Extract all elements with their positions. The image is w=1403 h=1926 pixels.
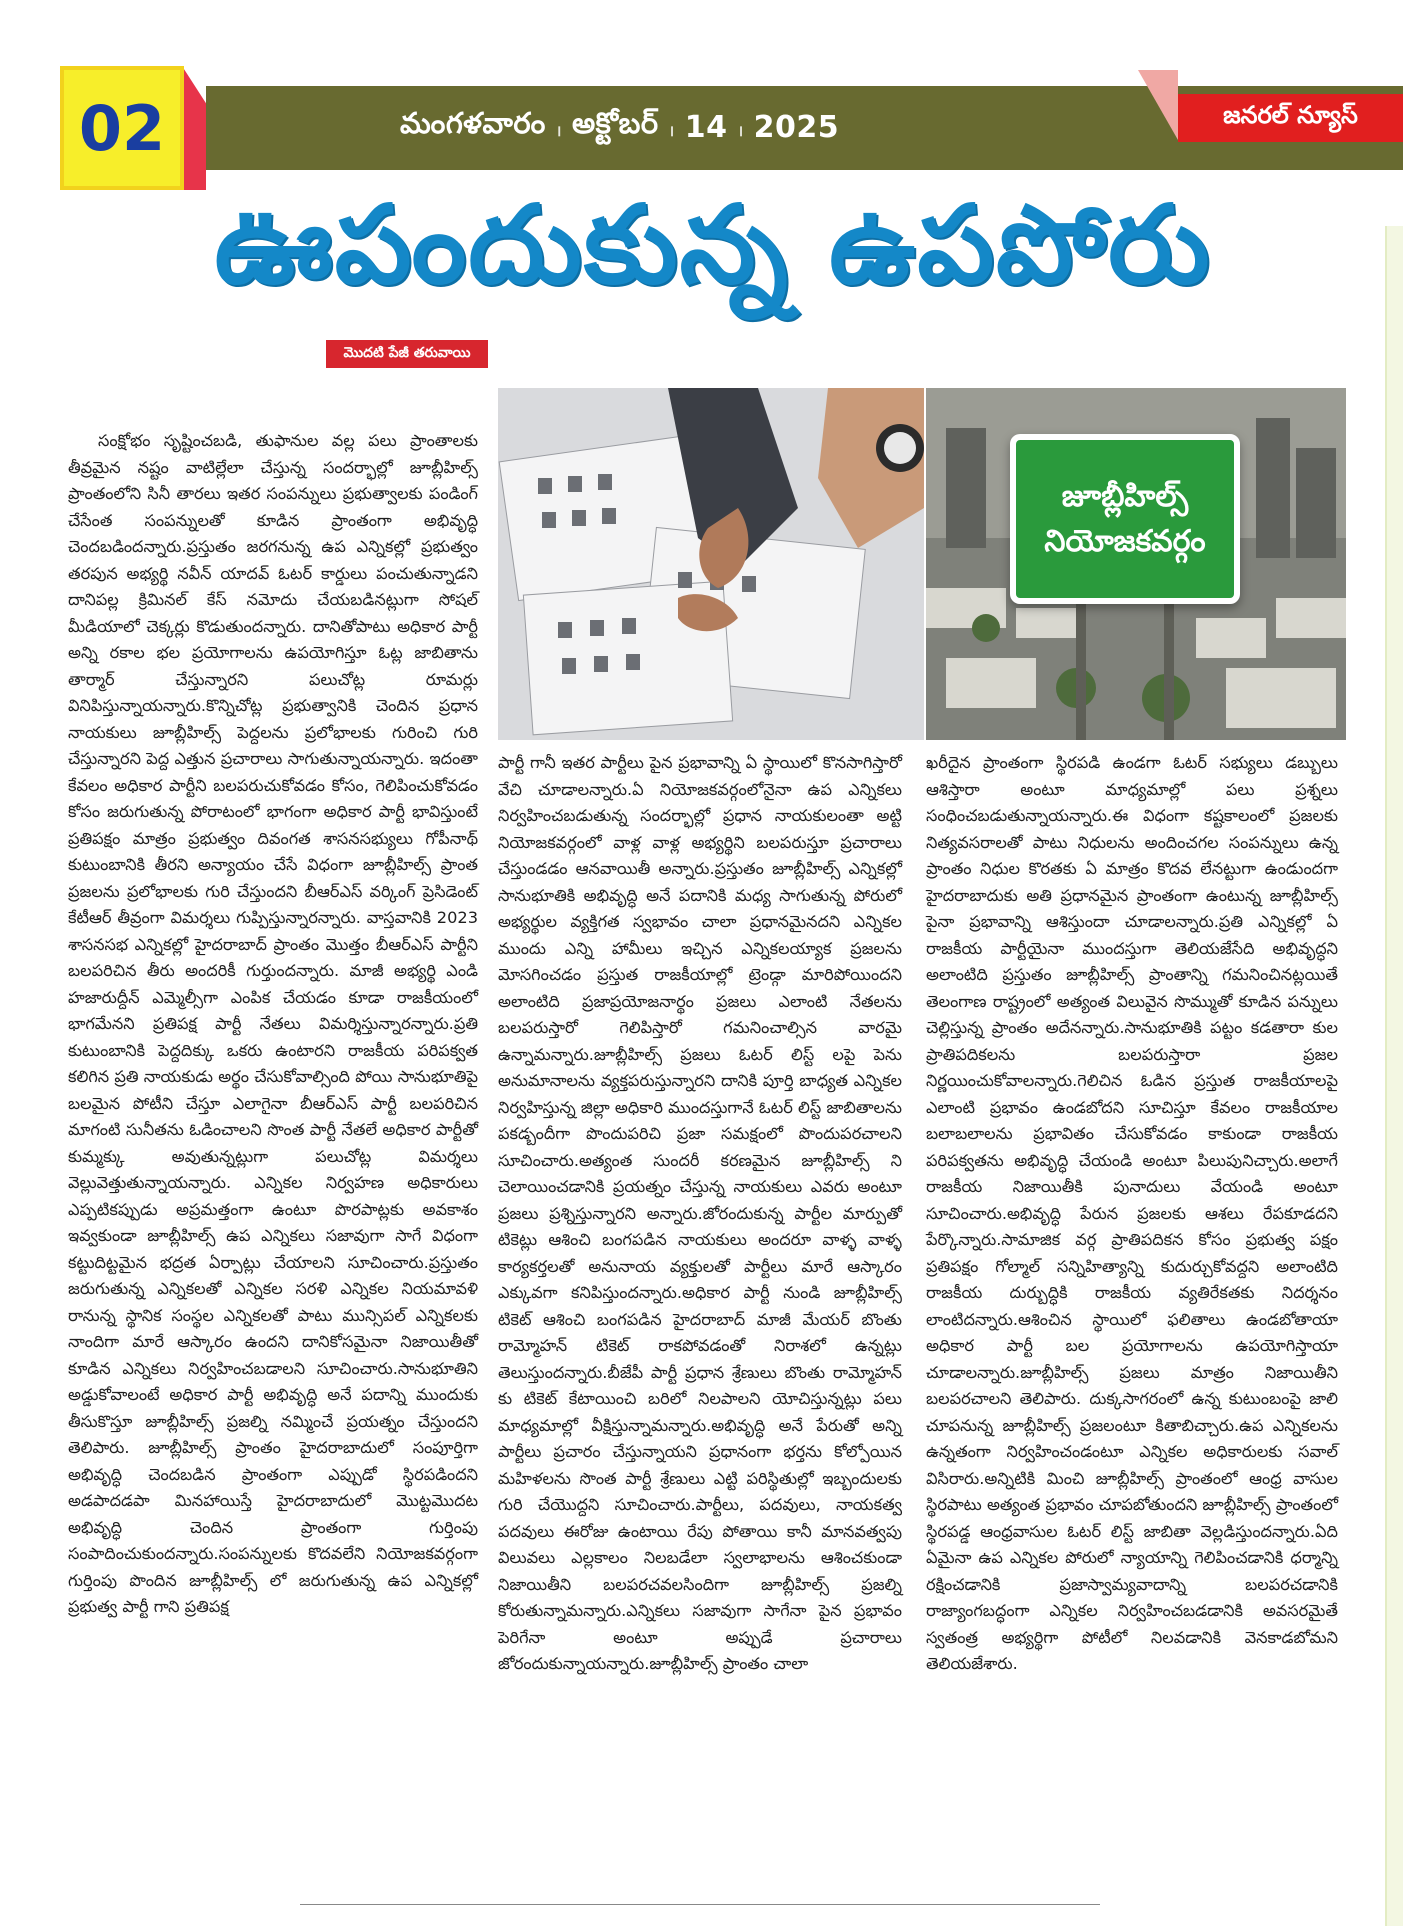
- voter-list-illustration: [498, 388, 924, 740]
- header-year: 2025: [753, 109, 840, 145]
- article-column-3: [926, 750, 1338, 1678]
- page-badge-tab: [182, 66, 206, 190]
- page-number-badge: 02: [60, 66, 184, 190]
- sign-line-2: నియోజకవర్గం: [1044, 524, 1206, 559]
- column-3-text: ఖరీదైన ప్రాంతంగా స్థిరపడి ఉండగా ఓటర్ సభ్యులు డబ్బులు ఆశిస్తారా అంటూ మాధ్యమాల్లో పలు ప్రశ్నలు సంధించబడుతున్నాయన్నారు.ఈ విధంగా కష్టకాలంలో ప్రజలకు నిత్యవసరాలతో పాటు నిధులను అందించగల సంపన్నులు ఉన్న ప్రాంతం నిధుల కొరతకు ఏ మాత్రం కొదవ లేనట్టుగా ఉండుందగా హైదరాబాదుకు అతి ప్రధానమైన ప్రాంతంగా ఉంటున్న జూబ్లీహిల్స్ పైనా ప్రభావాన్ని ఆశిస్తుందా చూడాలన్నారు.ప్రతి ఎన్నికల్లో ఏ రాజకీయ పార్టీయైనా ముందస్తుగా తెలియజేసేది అభివృద్ధని అలాంటిది ప్రస్తుతం జూబ్లీహిల్స్ ప్రాంతాన్ని గమనించినట్లయితే తెలంగాణ రాష్ట్రంలో అత్యంత విలువైన సొమ్ముతో కూడిన పన్నులు చెల్లిస్తున్న ప్రాంతం అదేనన్నారు.సానుభూతికి పట్టం కడతారా కుల ప్రాతిపదికలను బలపరుస్తారా ప్రజల నిర్ణయించుకోవాలన్నారు.గెలిచిన ఓడిన ప్రస్తుత రాజకీయాలపై ఎలాంటి ప్రభావం ఉండబోదని సూచిస్తూ కేవలం రాజకీయాల బలాబలాలను ప్రభావితం చేసుకోవడం కాకుండా రాజకీయ పరిపక్వతను అభివృద్ధి చేయండి అంటూ పిలుపునిచ్చారు.అలాగే రాజకీయ నిజాయితీకి పునాదులు వేయండి అంటూ సూచించారు.అభివృద్ధి పేరున ప్రజలకు ఆశలు రేపకూడదని పేర్కొన్నారు.సామాజిక వర్గ ప్రాతిపదికన కోసం ప్రభుత్వ పక్షం ప్రతిపక్షం గోల్మాల్ సన్నిహిత్యాన్ని కుదుర్చుకోవద్దని అలాంటిది రాజకీయ దుర్బుద్ధికి రాజకీయ వ్యతిరేకతకు నిదర్శనం లాంటిదన్నారు.ఆశించిన స్థాయిలో ఫలితాలు ఉండబోతాయా అధికార పార్టీ బల ప్రయోగాలను ఉపయోగిస్తాయా చూడాలన్నారు.జూబ్లీహిల్స్ ప్రజలు మాత్రం నిజాయితీని బలపరచాలని తెలిపారు. దుక్కసాగరంలో ఉన్న కుటుంబంపై జాలి చూపనున్న జూబ్లీహిల్స్ ప్రజలంటూ కితాబిచ్చారు.ఉప ఎన్నికలను ఉన్నతంగా నిర్వహించండంటూ ఎన్నికల అధికారులకు సవాల్ విసిరారు.అన్నిటికి మించి జూబ్లీహిల్స్ ప్రాంతంలో ఆంధ్ర వాసుల స్థిరపాటు అత్యంత ప్రభావం చూపబోతుందని జూబ్లీహిల్స్ ప్రాంతంలో స్థిరపడ్డ ఆంధ్రవాసుల ఓటర్ లిస్ట్ జాబితా వెల్లడిస్తుందన్నారు.ఏది ఏమైనా ఉప ఎన్నికల పోరులో న్యాయాన్ని గెలిపించడానికి ధర్మాన్ని రక్షించడానికి ప్రజాస్వామ్యవాదాన్ని బలపరచడానికి రాజ్యాంగబద్ధంగా ఎన్నికల నిర్వహించబడడానికి అవసరమైతే స్వతంత్ర అభ్యర్థిగా పోటీలో నిలవడానికి వెనకాడబోమని తెలియజేశారు.: [926, 753, 1338, 1673]
- column-2-text: పార్టీ గానీ ఇతర పార్టీలు పైన ప్రభావాన్ని ఏ స్థాయిలో కొనసాగిస్తారో వేచి చూడాలన్నారు.ఏ నియోజకవర్గంలోనైనా ఉప ఎన్నికలు నిర్వహించబడుతున్న సందర్భాల్లో ప్రధాన నాయకులంతా అట్టి నియోజకవర్గంలో వాళ్ల వాళ్ల అభ్యర్థిని బలపరుస్తూ ప్రచారాలు చేస్తుండడం ఆనవాయితీ అన్నారు.ప్రస్తుతం జూబ్లీహిల్స్ ఎన్నికల్లో సానుభూతికి అభివృద్ధి అనే పదానికి మధ్య సాగుతున్న పోరులో అభ్యర్థుల వ్యక్తిగత స్వభావం చాలా ప్రధానమైనదని ఎన్నికల ముందు ఎన్ని హామీలు ఇచ్చిన ఎన్నికలయ్యాక ప్రజలను మోసగించడం ప్రస్తుత రాజకీయాల్లో ట్రెండ్గా మారిపోయిందని అలాంటిది ప్రజాప్రయోజనార్థం ప్రజలు ఎలాంటి నేతలను బలపరుస్తారో గెలిపిస్తారో గమనించాల్సిన వారమై ఉన్నామన్నారు.జూబ్లీహిల్స్ ప్రజలు ఓటర్ లిస్ట్ లపై పెను అనుమానాలను వ్యక్తపరుస్తున్నారని దానికి పూర్తి బాధ్యత ఎన్నికల నిర్వహిస్తున్న జిల్లా అధికారి ముందస్తుగానే ఓటర్ లిస్ట్ జాబితాలను పకడ్బందీగా పొందుపరిచి ప్రజా సమక్షంలో పొందుపరచాలని సూచించారు.అత్యంత సుందరీ కరణమైన జూబ్లీహిల్స్ ని చెలాయించడానికి ప్రయత్నం చేస్తున్న నాయకులు ఎవరు అంటూ ప్రజలు ప్రశ్నిస్తున్నారని అన్నారు.జోరందుకున్న పార్టీల మార్పుతో టికెట్లు ఆశించి బంగపడిన నాయకులు అందరూ వాళ్ళ వాళ్ళ కార్యకర్తలతో అనునాయ వ్యక్తులతో పార్టీలు మారే ఆస్కారం ఎక్కువగా కనిపిస్తుందన్నారు.అధికార పార్టీ నుండి జూబ్లీహిల్స్ టికెట్ ఆశించి బంగపడిన హైదరాబాద్ మాజీ మేయర్ బొంతు రామ్మోహన్ టికెట్ రాకపోవడంతో నిరాశలో ఉన్నట్లు తెలుస్తుందన్నారు.బీజేపీ పార్టీ ప్రధాన శ్రేణులు బొంతు రామ్మోహన్ కు టికెట్ కేటాయించి బరిలో నిలపాలని యోచిస్తున్నట్లు పలు మాధ్యమాల్లో వీక్షిస్తున్నామన్నారు.అభివృద్ధి అనే పేరుతో అన్ని పార్టీలు ప్రచారం చేస్తున్నాయని ప్రధానంగా భర్తను కోల్పోయిన మహిళలను సొంత పార్టీ శ్రేణులు ఎట్టి పరిస్థితుల్లో ఇబ్బందులకు గురి చేయొద్దని సూచించారు.పార్టీలు, పదవులు, నాయకత్వ పదవులు ఈరోజు ఉంటాయి రేపు పోతాయి కానీ మానవత్వపు విలువలు ఎల్లకాలం నిలబడేలా స్వలాభాలను ఆశించకుండా నిజాయితీని బలపరచవలసిందిగా జూబ్లీహిల్స్ ప్రజల్ని కోరుతున్నామన్నారు.ఎన్నికలు సజావుగా సాగేనా పైన ప్రభావం పెరిగేనా అంటూ అప్పుడే ప్రచారాలు జోరందుకున్నాయన్నారు.జూబ్లీహిల్స్ ప్రాంతం చాలా: [498, 753, 902, 1673]
- header-separator: ।: [668, 122, 675, 140]
- sign-line-1: జూబ్లీహిల్స్: [1061, 479, 1189, 514]
- column-1-text: సంక్షోభం సృష్టించబడి, తుఫానుల వల్ల పలు ప్రాంతాలకు తీవ్రమైన నష్టం వాటిల్లేలా చేస్తున్న సందర్భాల్లో జూబ్లీహిల్స్ ప్రాంతంలోని సినీ తారలు ఇతర సంపన్నులు ప్రభుత్వాలకు పండింగ్ చేసేంత సంపన్నులతో కూడిన ప్రాంతంగా అభివృద్ధి చెందబడిందన్నారు.ప్రస్తుతం జరగనున్న ఉప ఎన్నికల్లో ప్రభుత్వం తరపున అభ్యర్థి నవీన్ యాదవ్ ఓటర్ కార్డులు పంచుతున్నాడని దానిపల్ల క్రిమినల్ కేస్ నమోదు చేయబడినట్లుగా సోషల్ మీడియాలో చెక్కర్లు కొడుతుందన్నారు. దానితోపాటు అధికార పార్టీ అన్ని రకాల భల ప్రయోగాలను ఉపయోగిస్తూ ఓట్ల జాబితాను తార్మార్ చేస్తున్నారని పలుచోట్ల రూమర్లు వినిపిస్తున్నాయన్నారు.కొన్నిచోట్ల ప్రభుత్వానికి చెందిన ప్రధాన నాయకులు జూబ్లీహిల్స్ పెద్దలను ప్రలోభాలకు గురించి గురి చేస్తున్నారని పెద్ద ఎత్తున ప్రచారాలు సాగుతున్నాయన్నారు. ఇదంతా కేవలం అధికార పార్టీని బలపరుచుకోవడం కోసం, గెలిపించుకోవడం కోసం జరుగుతున్న పోరాటంలో భాగంగా అధికార పార్టీ భావిస్తుంటే ప్రతిపక్షం మాత్రం ప్రభుత్వం దివంగత శాసనసభ్యులు గోపీనాథ్ కుటుంబానికి తీరని అన్యాయం చేసే విధంగా జూబ్లీహిల్స్ ప్రాంత ప్రజలను ప్రలోభాలకు గురి చేస్తుందని బీఆర్ఎస్ వర్కింగ్ ప్రెసిడెంట్ కేటీఆర్ తీవ్రంగా విమర్శలు గుప్పిస్తున్నారన్నారు. వాస్తవానికి 2023 శాసనసభ ఎన్నికల్లో హైదరాబాద్ ప్రాంతం మొత్తం బీఆర్ఎస్ పార్టీని బలపరిచిన తీరు అందరికీ గుర్తుందన్నారు. మాజీ అభ్యర్థి ఎండి హజారుద్దీన్ ఎమ్మెల్సీగా ఎంపిక చేయడం కూడా రాజకీయంలో భాగమేనని ప్రతిపక్ష పార్టీ నేతలు విమర్శిస్తున్నారన్నారు.ప్రతి కుటుంబానికి పెద్దదిక్కు ఒకరు ఉంటారని రాజకీయ పరిపక్వత కలిగిన ప్రతి నాయకుడు అర్థం చేసుకోవాల్సింది పోయి సానుభూతిపై బలమైన పోటీని చేస్తూ ఎలాగైనా బీఆర్ఎస్ పార్టీ బలపరిచిన మాగంటి సునీతను ఓడించాలని సొంత పార్టీ నేతలే అధికార పార్టీతో కుమ్మక్కు అవుతున్నట్లుగా పలుచోట్ల విమర్శలు వెల్లువెత్తుతున్నాయన్నారు. ఎన్నికల నిర్వహణ అధికారులు ఎప్పటికప్పుడు అప్రమత్తంగా ఉంటూ పొరపాట్లకు అవకాశం ఇవ్వకుండా జూబ్లీహిల్స్ ఉప ఎన్నికలు సజావుగా సాగే విధంగా కట్టుదిట్టమైన భద్రత ఏర్పాట్లు చేయాలని సూచించారు.ప్రస్తుతం జరుగుతున్న ఎన్నికలతో ఎన్నికల సరళి ఎన్నికల నియమావళి రానున్న స్థానిక సంస్థల ఎన్నికలతో పాటు మున్సిపల్ ఎన్నికలకు నాందిగా మారే ఆస్కారం ఉందని దానికోసమైనా నిజాయితీతో కూడిన ఎన్నికలు నిర్వహించబడాలని సూచించారు.సానుభూతిని అడ్డుకోవాలంటే అధికార పార్టీ అభివృద్ధి అనే పదాన్ని ముందుకు తీసుకొస్తూ జూబ్లీహిల్స్ ప్రజల్ని నమ్మించే ప్రయత్నం చేస్తుందని తెలిపారు. జూబ్లీహిల్స్ ప్రాంతం హైదరాబాదులో సంపూర్తిగా అభివృద్ధి చెందబడిన ప్రాంతంగా ఎప్పుడో స్థిరపడిందని అడపాదడపా మినహాయిస్తే హైదరాబాదులో మొట్టమొదట అభివృద్ధి చెందిన ప్రాంతంగా గుర్తింపు సంపాదించుకుందన్నారు.సంపన్నులకు కొదవలేని నియోజకవర్గంగా గుర్తింపు పొందిన జూబ్లీహిల్స్ లో జరుగుతున్న ఉప ఎన్నికల్లో ప్రభుత్వ పార్టీ గాని ప్రతిపక్ష: [68, 431, 478, 1616]
- header-separator: ।: [555, 122, 562, 140]
- side-strip: [1385, 226, 1403, 1926]
- article-column-2: [498, 750, 902, 1678]
- bottom-rule: [300, 1904, 1100, 1905]
- continued-tag: మొదటి పేజీ తరువాయి: [326, 340, 488, 368]
- header-date: [400, 102, 839, 152]
- category-tag: జనరల్ న్యూస్: [1178, 94, 1403, 142]
- header-separator: ।: [737, 122, 744, 140]
- article-headline: ఊపందుకున్న ఉపపోరు: [214, 183, 1212, 308]
- header-day: మంగళవారం: [400, 106, 546, 140]
- constituency-sign-photo: [926, 388, 1346, 740]
- sign-pole: [1164, 598, 1174, 740]
- header-month: అక్టోబర్: [571, 106, 659, 140]
- article-column-1: [68, 428, 478, 1621]
- sign-pole: [1076, 598, 1086, 740]
- constituency-sign: [1010, 434, 1240, 604]
- header-date-number: 14: [684, 109, 728, 145]
- voter-list-photo: [498, 388, 924, 740]
